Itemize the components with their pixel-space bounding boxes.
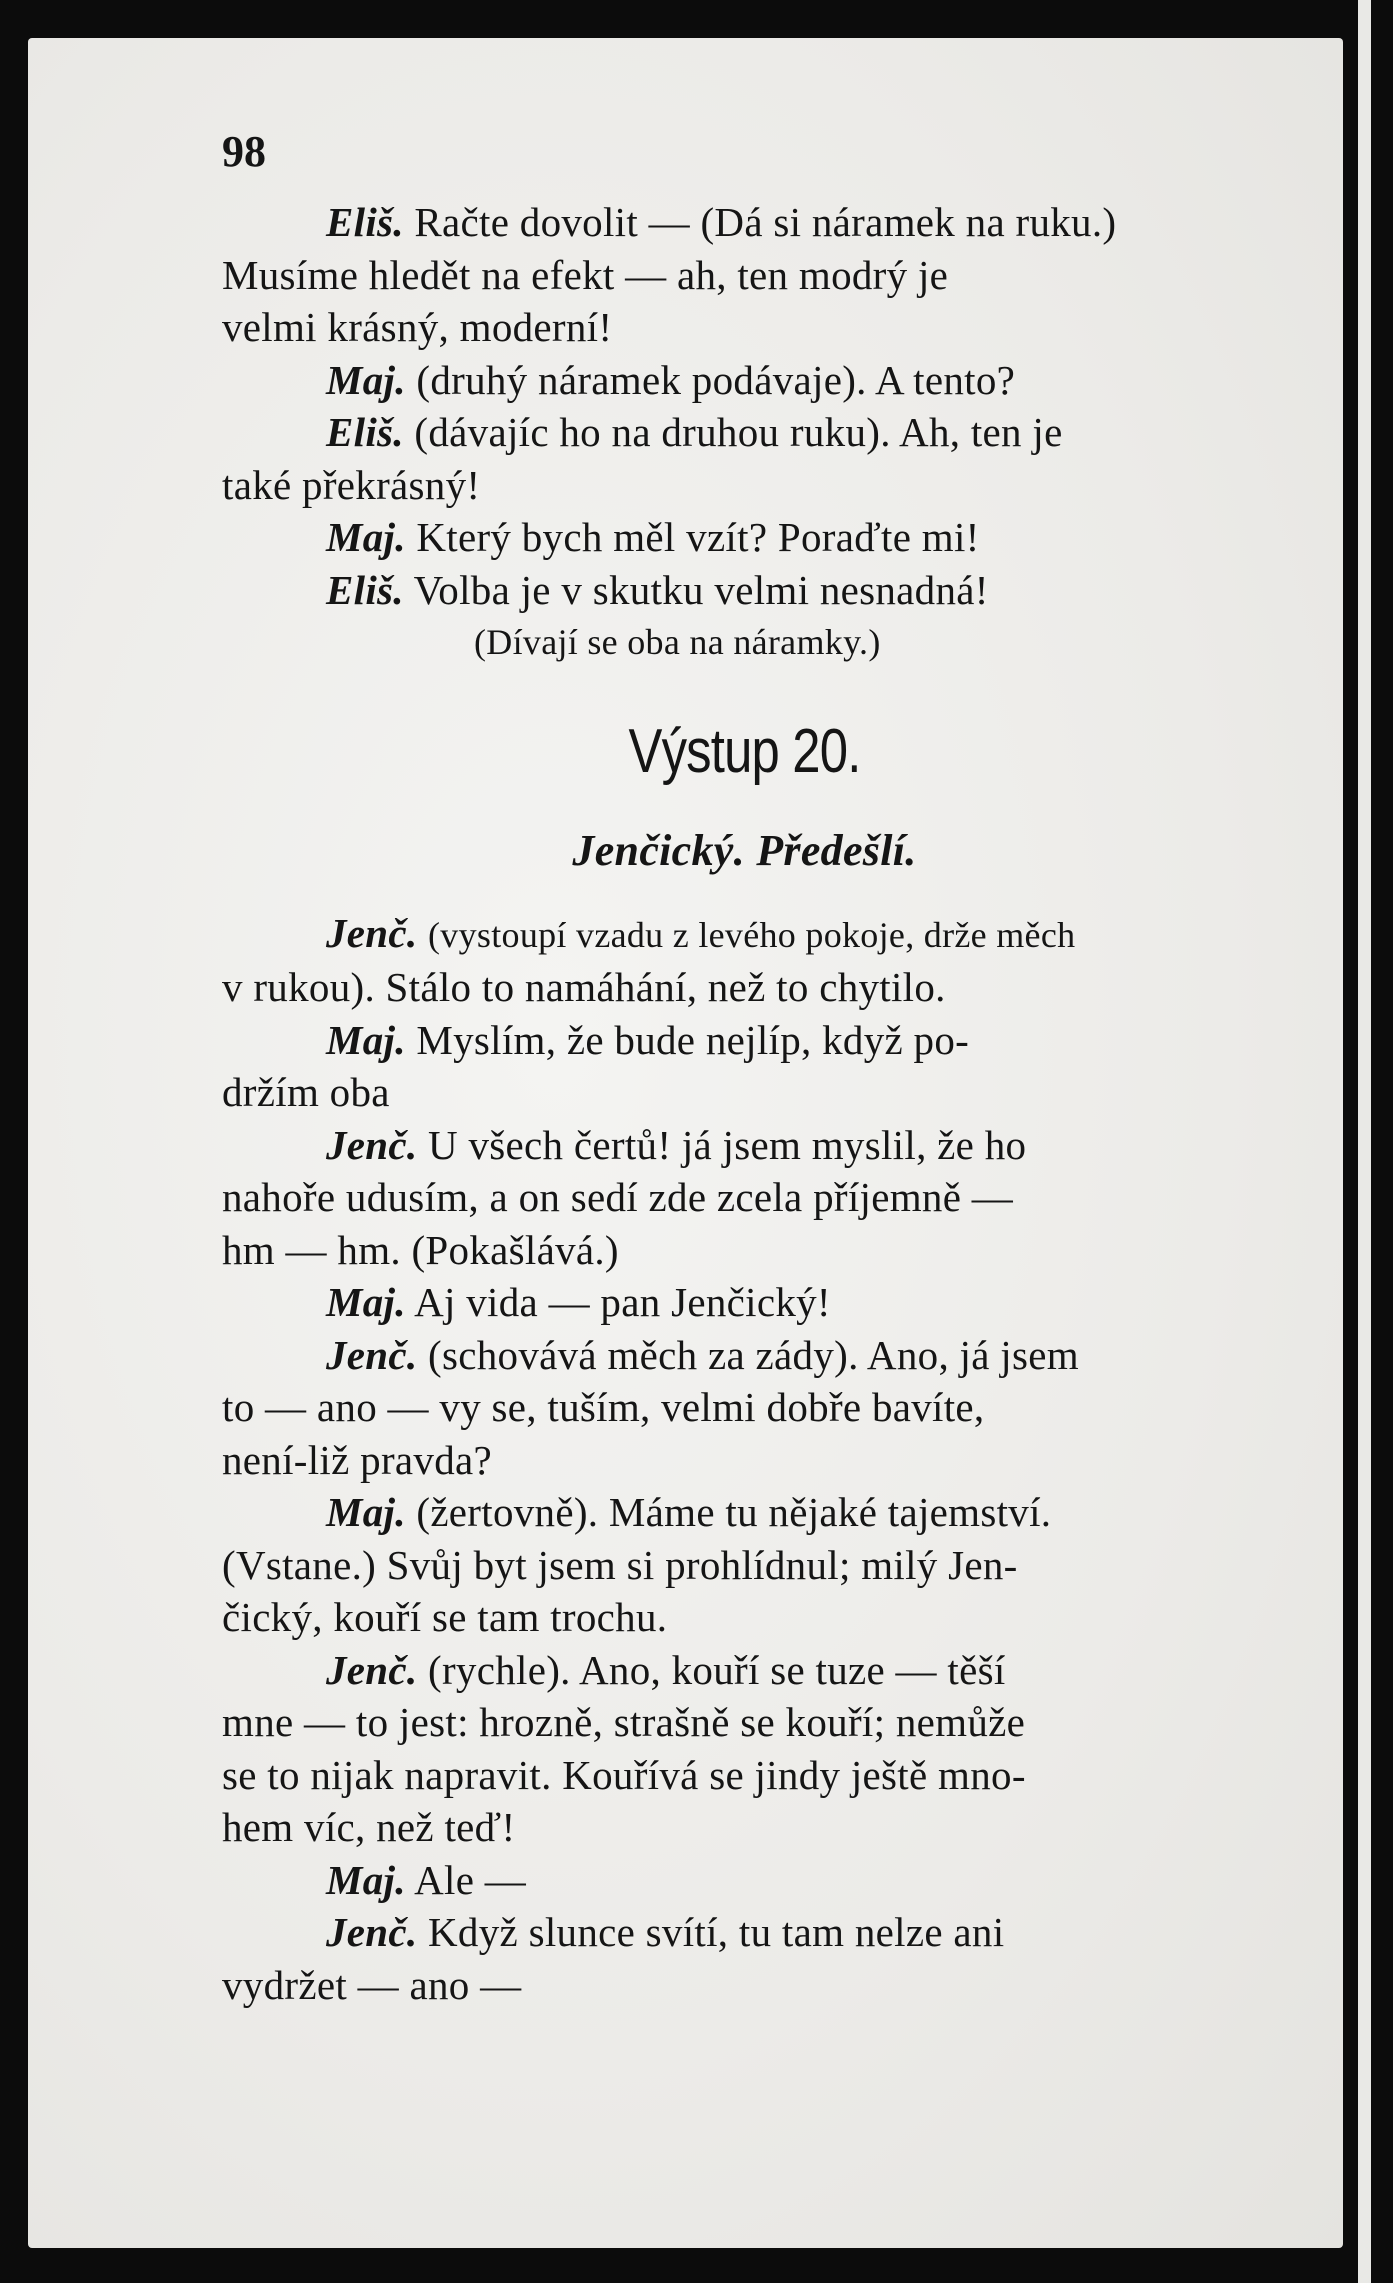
speaker-name: Eliš. xyxy=(326,566,404,613)
speaker-name: Jenč. xyxy=(326,1909,418,1955)
speaker-name: Maj. xyxy=(326,1279,406,1325)
speaker-name: Jenč. xyxy=(326,1331,418,1378)
speaker-name: Maj. xyxy=(326,1016,406,1063)
speech-text: U všech čertů! já jsem myslil, že ho xyxy=(428,1121,1027,1168)
dialogue-line xyxy=(222,1014,1267,1119)
scene-characters: Jenčický. Předešlí. xyxy=(572,825,917,875)
dialogue-line xyxy=(222,1329,1267,1487)
dialogue-line xyxy=(222,1119,1267,1277)
speaker-name: Maj. xyxy=(326,356,406,403)
page-content xyxy=(222,196,1267,2011)
speech-text: mne — to jest: hrozně, strašně se kouří; nemůže xyxy=(222,1699,1026,1745)
page-number: 98 xyxy=(222,127,266,176)
speech-text: (schovává měch za zády). Ano, já jsem xyxy=(428,1331,1079,1378)
speech-text: (vystoupí vzadu z levého pokoje, drže měch xyxy=(428,914,1076,955)
dialogue-line xyxy=(222,511,1267,564)
dialogue-line xyxy=(222,1486,1267,1644)
speech-text: hem víc, než teď! xyxy=(222,1804,516,1850)
speaker-name: Maj. xyxy=(326,1856,406,1903)
speaker-name: Jenč. xyxy=(326,909,418,956)
speech-text: držím oba xyxy=(222,1069,390,1115)
dialogue-line xyxy=(222,907,1267,1014)
page-edge xyxy=(1358,0,1371,2283)
speech-text: Ale — xyxy=(414,1856,527,1903)
speaker-name: Jenč. xyxy=(326,1121,418,1168)
speech-text: (dávajíc ho na druhou ruku). Ah, ten je xyxy=(414,409,1063,455)
speech-text: Aj vida — pan Jenčický! xyxy=(414,1279,831,1325)
speaker-name: Maj. xyxy=(326,514,406,560)
speaker-name: Eliš. xyxy=(326,409,404,455)
speech-text: to — ano — vy se, tuším, velmi dobře bavíte, xyxy=(222,1384,985,1430)
speaker-name: Maj. xyxy=(326,1489,406,1535)
speech-text: velmi krásný, moderní! xyxy=(222,304,613,350)
speech-text: Volba je v skutku velmi nesnadná! xyxy=(413,566,989,613)
speech-text: se to nijak napravit. Kouřívá se jindy ještě mno- xyxy=(222,1751,1026,1798)
speech-text: (žertovně). Máme tu nějaké tajemství. xyxy=(416,1489,1052,1535)
speaker-name: Jenč. xyxy=(326,1646,418,1693)
speech-text: hm — hm. (Pokašlává.) xyxy=(222,1226,619,1273)
speech-text: Který bych měl vzít? Poraďte mi! xyxy=(416,514,980,560)
speech-text: Račte dovolit — (Dá si náramek na ruku.) xyxy=(414,199,1117,245)
speech-text: (Vstane.) Svůj byt jsem si prohlídnul; milý Jen- xyxy=(222,1541,1018,1588)
speech-text: také překrásný! xyxy=(222,461,481,508)
speaker-name: Eliš. xyxy=(326,199,404,245)
dialogue-line xyxy=(222,406,1267,511)
speech-text: Myslím, že bude nejlíp, když po- xyxy=(416,1016,970,1063)
dialogue-line xyxy=(222,354,1267,407)
speech-text: vydržet — ano — xyxy=(222,1961,522,2008)
speech-text: (druhý náramek podávaje). A tento? xyxy=(416,356,1016,403)
dialogue-line xyxy=(222,564,1267,617)
scene-heading: Výstup 20. xyxy=(628,716,861,786)
stage-direction: (Dívají se oba na náramky.) xyxy=(474,622,881,662)
speech-text: nahoře udusím, a on sedí zde zcela příjemně — xyxy=(222,1174,1014,1220)
speech-text: v rukou). Stálo to namáhání, než to chytilo. xyxy=(222,964,946,1010)
dialogue-line xyxy=(222,1854,1267,1907)
speech-text: čický, kouří se tam trochu. xyxy=(222,1594,668,1640)
dialogue-line xyxy=(222,196,1267,354)
dialogue-line xyxy=(222,1906,1267,2011)
speech-text: Když slunce svítí, tu tam nelze ani xyxy=(428,1909,1005,1955)
speech-text: Musíme hledět na efekt — ah, ten modrý je xyxy=(222,251,949,298)
speech-text: není-liž pravda? xyxy=(222,1436,493,1483)
speech-text: (rychle). Ano, kouří se tuze — těší xyxy=(428,1646,1006,1693)
dialogue-line xyxy=(222,1644,1267,1854)
dialogue-line xyxy=(222,1276,1267,1329)
